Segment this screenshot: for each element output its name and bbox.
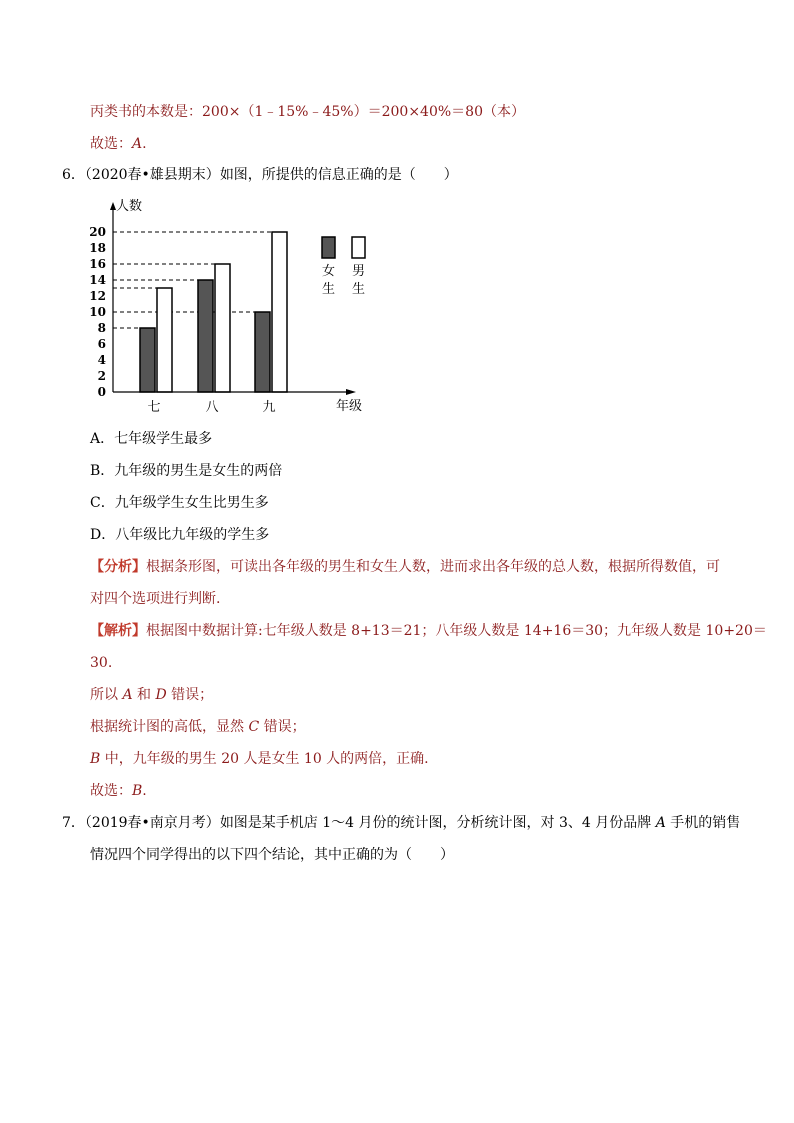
q7-source: （2019春•南京月考） xyxy=(84,815,220,831)
y-tick-4: 4 xyxy=(97,353,106,367)
legend-label-female-1: 女 xyxy=(321,264,336,279)
q6-conclusion-end: . xyxy=(142,783,147,799)
q7-stem-line1 xyxy=(62,813,740,833)
step1-b: 和 xyxy=(132,687,156,703)
bar-female-2 xyxy=(198,280,213,392)
step3-v: B xyxy=(90,751,101,767)
q6-number: 6． xyxy=(62,167,85,183)
q6-step2 xyxy=(90,717,306,737)
reference-lines xyxy=(113,232,272,328)
q6-source: （2020春•雄县期末） xyxy=(84,167,220,183)
q6-option-b: B．九年级的男生是女生的两倍 xyxy=(90,463,283,479)
q6-conclusion xyxy=(90,781,147,801)
y-tick-20: 20 xyxy=(89,225,106,239)
q5-conclusion-prefix: 故选： xyxy=(90,136,132,152)
q6-solution-line1 xyxy=(90,621,767,641)
q7-stem-a: 如图是某手机店 1～4 月份的统计图，分析统计图，对 3、4 月份品牌 xyxy=(219,815,656,831)
y-tick-6: 6 xyxy=(97,337,106,351)
y-axis-label: 人数 xyxy=(116,199,143,214)
q6-solution-line2: 30. xyxy=(90,655,113,671)
step1-v1: A xyxy=(122,687,133,703)
bar-male-2 xyxy=(215,264,230,392)
y-tick-labels xyxy=(89,225,106,399)
step1-a: 所以 xyxy=(90,687,123,703)
legend-label-male-1: 男 xyxy=(351,264,366,279)
step2-a: 根据统计图的高低，显然 xyxy=(90,719,249,735)
y-tick-2: 2 xyxy=(97,369,106,383)
q5-calc-line xyxy=(90,102,525,122)
step1-v2: D xyxy=(155,687,167,703)
bar-male-3 xyxy=(272,232,287,392)
q6-answer: B xyxy=(132,783,143,799)
x-axis-label: 年级 xyxy=(336,399,363,414)
y-tick-10: 10 xyxy=(89,305,106,319)
q5-calc-prefix: 丙类书的本数是： xyxy=(90,104,202,120)
legend-swatch-male xyxy=(352,237,365,258)
q7-stem-b: 手机的销售 xyxy=(665,815,741,831)
y-tick-14: 14 xyxy=(89,273,106,287)
q6-option-a: A．七年级学生最多 xyxy=(90,431,213,447)
q6-bar-chart xyxy=(88,192,388,422)
step2-v: C xyxy=(248,719,260,735)
x-axis-arrow xyxy=(346,389,356,395)
y-tick-16: 16 xyxy=(89,257,106,271)
q7-number: 7． xyxy=(62,815,85,831)
q5-conclusion-end: . xyxy=(142,136,147,152)
q6-analysis-line1 xyxy=(90,557,720,577)
step2-b: 错误； xyxy=(259,719,306,735)
legend-label-female-2: 生 xyxy=(321,282,336,297)
y-tick-12: 12 xyxy=(89,289,106,303)
q6-option-d: D．八年级比九年级的学生多 xyxy=(90,527,270,543)
q6-step1 xyxy=(90,685,213,705)
q6-option-c: C．九年级学生女生比男生多 xyxy=(90,495,269,511)
bar-female-3 xyxy=(255,312,270,392)
solution-text-1: 七年级人数是 8+13＝21；八年级人数是 14+16＝30；九年级人数是 10+20＝ xyxy=(262,623,767,639)
q6-analysis-line2: 对四个选项进行判断. xyxy=(90,591,221,607)
analysis-text-1: 根据条形图，可读出各年级的男生和女生人数，进而求出各年级的总人数，根据所得数值，可 xyxy=(146,559,720,575)
y-tick-8: 8 xyxy=(97,321,106,335)
step1-c: 错误； xyxy=(166,687,214,703)
x-category-1: 七 xyxy=(147,400,161,415)
q5-calc: 200×（1﹣15%﹣45%）＝200×40%＝80（本） xyxy=(202,104,525,120)
solution-intro: 根据图中数据计算: xyxy=(146,623,263,639)
q7-stem-v: A xyxy=(655,815,666,831)
x-category-labels xyxy=(147,399,275,415)
q6-question: 如图，所提供的信息正确的是（ ） xyxy=(219,167,458,183)
bars xyxy=(140,232,287,392)
x-category-2: 八 xyxy=(205,400,219,415)
analysis-tag: 【分析】 xyxy=(90,559,146,575)
bar-male-1 xyxy=(157,288,172,392)
q5-conclusion xyxy=(90,134,147,154)
q7-stem-line2: 情况四个同学得出的以下四个结论，其中正确的为（ ） xyxy=(90,847,454,863)
bar-female-1 xyxy=(140,328,155,392)
y-tick-18: 18 xyxy=(89,241,106,255)
solution-tag: 【解析】 xyxy=(90,623,146,639)
q6-conclusion-prefix: 故选： xyxy=(90,783,132,799)
x-category-3: 九 xyxy=(262,400,276,415)
step3-text: 中，九年级的男生 20 人是女生 10 人的两倍，正确. xyxy=(100,751,429,767)
legend-label-male-2: 生 xyxy=(351,282,366,297)
q6-stem xyxy=(62,165,458,185)
y-tick-0: 0 xyxy=(97,385,106,399)
legend xyxy=(322,237,365,297)
q6-step3 xyxy=(90,749,429,769)
q5-answer: A xyxy=(132,136,143,152)
legend-swatch-female xyxy=(322,237,335,258)
